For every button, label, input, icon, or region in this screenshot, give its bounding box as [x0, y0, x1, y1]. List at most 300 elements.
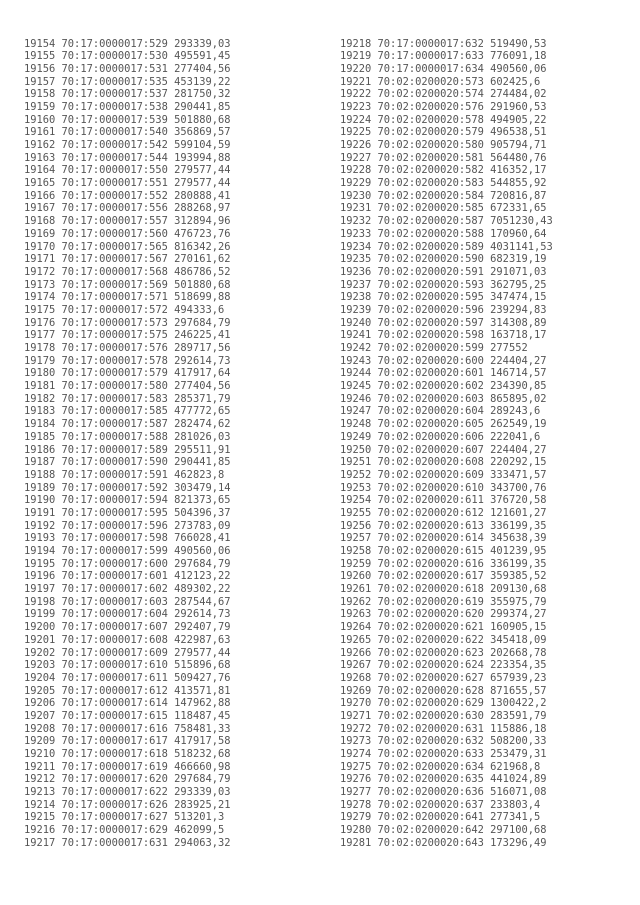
row-number: 19163	[24, 151, 56, 164]
cadastral-number: 70:17:0000017:537	[61, 88, 168, 101]
value: 283591,79	[490, 709, 547, 722]
cadastral-number: 70:02:0200020:614	[377, 532, 484, 545]
value: 544855,92	[490, 177, 547, 190]
row-number: 19169	[24, 227, 56, 240]
value: 297100,68	[490, 824, 547, 837]
cadastral-number: 70:17:0000017:580	[61, 380, 168, 393]
row-number: 19277	[340, 786, 372, 799]
value: 285371,79	[174, 392, 231, 405]
value: 290441,85	[174, 100, 231, 113]
row-number: 19259	[340, 557, 372, 570]
row-number: 19159	[24, 100, 56, 113]
row-number: 19254	[340, 494, 372, 507]
value: 462099,5	[174, 824, 225, 837]
cadastral-number: 70:02:0200020:600	[377, 354, 484, 367]
value: 295511,91	[174, 443, 231, 456]
cadastral-number: 70:17:0000017:529	[61, 37, 168, 50]
table-row	[24, 659, 230, 672]
table-row	[24, 837, 230, 850]
table-row	[340, 253, 553, 266]
table-row	[340, 558, 553, 571]
table-row	[24, 342, 230, 355]
cadastral-number: 70:17:0000017:594	[61, 494, 168, 507]
value: 476723,76	[174, 227, 231, 240]
cadastral-number: 70:02:0200020:613	[377, 519, 484, 532]
table-row	[340, 329, 553, 342]
row-number: 19233	[340, 227, 372, 240]
row-number: 19247	[340, 405, 372, 418]
table-row	[340, 570, 553, 583]
cadastral-number: 70:17:0000017:542	[61, 139, 168, 151]
cadastral-number: 70:02:0200020:642	[377, 824, 484, 837]
row-number: 19179	[24, 354, 56, 367]
table-row	[24, 596, 230, 609]
cadastral-number: 70:17:0000017:575	[61, 329, 168, 342]
cadastral-number: 70:02:0200020:632	[377, 735, 484, 748]
row-number: 19200	[24, 621, 56, 634]
value: 4031141,53	[490, 240, 553, 253]
cadastral-number: 70:17:0000017:557	[61, 215, 168, 228]
table-row	[340, 735, 553, 748]
table-row	[340, 786, 553, 799]
table-row	[24, 773, 230, 786]
cadastral-number: 70:17:0000017:609	[61, 646, 168, 659]
row-number: 19242	[340, 342, 372, 354]
row-number: 19281	[340, 836, 372, 849]
table-row	[24, 76, 230, 89]
table-row	[24, 380, 230, 393]
value: 495591,45	[174, 50, 231, 63]
cadastral-number: 70:17:0000017:619	[61, 760, 168, 773]
table-row	[340, 494, 553, 507]
table-row	[340, 139, 553, 152]
row-number: 19215	[24, 811, 56, 824]
table-row	[340, 380, 553, 393]
value: 513201,3	[174, 811, 225, 824]
table-row	[340, 38, 553, 51]
cadastral-number: 70:02:0200020:598	[377, 329, 484, 342]
cadastral-number: 70:17:0000017:567	[61, 253, 168, 266]
value: 292614,73	[174, 354, 231, 367]
table-row	[24, 799, 230, 812]
table-row	[340, 152, 553, 165]
row-number: 19272	[340, 722, 372, 735]
table-row	[24, 304, 230, 317]
cadastral-number: 70:17:0000017:576	[61, 342, 168, 354]
cadastral-number: 70:02:0200020:628	[377, 684, 484, 697]
cadastral-number: 70:17:0000017:587	[61, 418, 168, 431]
cadastral-number: 70:02:0200020:633	[377, 748, 484, 760]
cadastral-number: 70:02:0200020:604	[377, 405, 484, 418]
value: 163718,17	[490, 329, 547, 342]
value: 871655,57	[490, 684, 547, 697]
cadastral-number: 70:17:0000017:608	[61, 633, 168, 646]
cadastral-number: 70:17:0000017:571	[61, 291, 168, 304]
cadastral-number: 70:17:0000017:552	[61, 189, 168, 202]
value: 279577,44	[174, 646, 231, 659]
value: 289717,56	[174, 342, 231, 354]
row-number: 19230	[340, 189, 372, 202]
row-number: 19162	[24, 139, 56, 151]
cadastral-number: 70:02:0200020:631	[377, 722, 484, 735]
table-row	[340, 723, 553, 736]
table-row	[24, 545, 230, 558]
value: 239294,83	[490, 303, 547, 316]
table-row	[24, 647, 230, 660]
row-number: 19258	[340, 545, 372, 557]
value: 160905,15	[490, 621, 547, 634]
table-row	[24, 431, 230, 444]
value: 283925,21	[174, 798, 231, 811]
table-row	[340, 520, 553, 533]
row-number: 19182	[24, 392, 56, 405]
value: 347474,15	[490, 291, 547, 304]
row-number: 19198	[24, 595, 56, 608]
row-number: 19267	[340, 659, 372, 672]
cadastral-number: 70:02:0200020:641	[377, 811, 484, 824]
value: 412123,22	[174, 570, 231, 583]
value: 297684,79	[174, 773, 231, 786]
row-number: 19224	[340, 113, 372, 126]
table-row	[24, 279, 230, 292]
table-row	[340, 811, 553, 824]
row-number: 19167	[24, 202, 56, 215]
cadastral-number: 70:02:0200020:630	[377, 709, 484, 722]
value: 355975,79	[490, 595, 547, 608]
row-number: 19234	[340, 240, 372, 253]
table-row	[24, 355, 230, 368]
row-number: 19211	[24, 760, 56, 773]
cadastral-number: 70:02:0200020:583	[377, 177, 484, 190]
value: 209130,68	[490, 583, 547, 596]
value: 233803,4	[490, 798, 541, 811]
cadastral-number: 70:17:0000017:611	[61, 671, 168, 684]
row-number: 19197	[24, 583, 56, 596]
row-number: 19187	[24, 456, 56, 469]
cadastral-number: 70:02:0200020:619	[377, 595, 484, 608]
table-row	[340, 621, 553, 634]
table-row	[24, 88, 230, 101]
value: 359385,52	[490, 570, 547, 583]
cadastral-number: 70:17:0000017:550	[61, 164, 168, 177]
cadastral-number: 70:02:0200020:596	[377, 303, 484, 316]
cadastral-number: 70:02:0200020:618	[377, 583, 484, 596]
row-number: 19157	[24, 75, 56, 88]
row-number: 19241	[340, 329, 372, 342]
value: 489302,22	[174, 583, 231, 596]
row-number: 19209	[24, 735, 56, 748]
table-row	[340, 342, 553, 355]
table-row	[340, 444, 553, 457]
cadastral-number: 70:02:0200020:591	[377, 265, 484, 278]
row-number: 19177	[24, 329, 56, 342]
right-column	[340, 38, 553, 850]
row-number: 19225	[340, 126, 372, 139]
value: 416352,17	[490, 164, 547, 177]
row-number: 19266	[340, 646, 372, 659]
cadastral-number: 70:17:0000017:596	[61, 519, 168, 532]
cadastral-number: 70:17:0000017:530	[61, 50, 168, 63]
row-number: 19270	[340, 697, 372, 710]
value: 7051230,43	[490, 215, 553, 228]
table-row	[24, 101, 230, 114]
table-row	[24, 139, 230, 152]
left-column	[24, 38, 230, 850]
cadastral-number: 70:02:0200020:616	[377, 557, 484, 570]
value: 312894,96	[174, 215, 231, 228]
row-number: 19275	[340, 760, 372, 773]
row-number: 19223	[340, 100, 372, 113]
cadastral-number: 70:17:0000017:598	[61, 532, 168, 545]
row-number: 19226	[340, 139, 372, 151]
row-number: 19255	[340, 506, 372, 519]
table-row	[24, 367, 230, 380]
cadastral-number: 70:17:0000017:589	[61, 443, 168, 456]
value: 422987,63	[174, 633, 231, 646]
table-row	[24, 532, 230, 545]
value: 336199,35	[490, 557, 547, 570]
value: 356869,57	[174, 126, 231, 139]
table-row	[340, 88, 553, 101]
cadastral-number: 70:02:0200020:601	[377, 367, 484, 380]
table-row	[24, 482, 230, 495]
table-row	[340, 418, 553, 431]
cadastral-number: 70:17:0000017:591	[61, 468, 168, 481]
cadastral-number: 70:17:0000017:633	[377, 50, 484, 63]
row-number: 19273	[340, 735, 372, 748]
table-row	[24, 634, 230, 647]
cadastral-number: 70:17:0000017:602	[61, 583, 168, 596]
row-number: 19191	[24, 506, 56, 519]
cadastral-number: 70:17:0000017:569	[61, 278, 168, 291]
value: 297684,79	[174, 557, 231, 570]
row-number: 19245	[340, 380, 372, 393]
value: 602425,6	[490, 75, 541, 88]
value: 343700,76	[490, 481, 547, 494]
cadastral-number: 70:02:0200020:620	[377, 608, 484, 621]
cadastral-number: 70:02:0200020:629	[377, 697, 484, 710]
value: 509427,76	[174, 671, 231, 684]
cadastral-number: 70:17:0000017:531	[61, 62, 168, 75]
table-row	[340, 431, 553, 444]
table-row	[24, 786, 230, 799]
table-row	[24, 456, 230, 469]
table-row	[24, 38, 230, 51]
table-row	[24, 697, 230, 710]
cadastral-number: 70:02:0200020:603	[377, 392, 484, 405]
table-row	[24, 520, 230, 533]
table-row	[24, 748, 230, 761]
table-row	[340, 266, 553, 279]
row-number: 19192	[24, 519, 56, 532]
cadastral-number: 70:17:0000017:603	[61, 595, 168, 608]
value: 376720,58	[490, 494, 547, 507]
cadastral-number: 70:17:0000017:579	[61, 367, 168, 380]
table-row	[340, 773, 553, 786]
row-number: 19240	[340, 316, 372, 329]
row-number: 19253	[340, 481, 372, 494]
value: 274484,02	[490, 88, 547, 101]
value: 599104,59	[174, 139, 231, 151]
value: 682319,19	[490, 253, 547, 266]
table-row	[24, 253, 230, 266]
table-row	[24, 241, 230, 254]
table-row	[340, 456, 553, 469]
row-number: 19260	[340, 570, 372, 583]
table-row	[340, 748, 553, 761]
table-row	[340, 837, 553, 850]
table-row	[340, 469, 553, 482]
cadastral-number: 70:17:0000017:620	[61, 773, 168, 786]
cadastral-number: 70:17:0000017:588	[61, 430, 168, 443]
table-row	[340, 76, 553, 89]
value: 290441,85	[174, 456, 231, 469]
row-number: 19207	[24, 709, 56, 722]
table-row	[340, 228, 553, 241]
table-row	[340, 177, 553, 190]
cadastral-number: 70:02:0200020:637	[377, 798, 484, 811]
row-number: 19164	[24, 164, 56, 177]
row-number: 19193	[24, 532, 56, 545]
row-number: 19217	[24, 836, 56, 849]
row-number: 19261	[340, 583, 372, 596]
table-row	[24, 811, 230, 824]
table-row	[24, 723, 230, 736]
cadastral-number: 70:17:0000017:617	[61, 735, 168, 748]
row-number: 19170	[24, 240, 56, 253]
cadastral-number: 70:02:0200020:643	[377, 836, 484, 849]
cadastral-number: 70:02:0200020:608	[377, 456, 484, 469]
value: 362795,25	[490, 278, 547, 291]
cadastral-number: 70:17:0000017:612	[61, 684, 168, 697]
row-number: 19220	[340, 62, 372, 75]
table-row	[24, 329, 230, 342]
value: 293339,03	[174, 37, 231, 50]
cadastral-number: 70:02:0200020:599	[377, 342, 484, 354]
row-number: 19188	[24, 468, 56, 481]
cadastral-number: 70:17:0000017:573	[61, 316, 168, 329]
row-number: 19195	[24, 557, 56, 570]
value: 277404,56	[174, 380, 231, 393]
row-number: 19236	[340, 265, 372, 278]
table-row	[340, 634, 553, 647]
value: 253479,31	[490, 748, 547, 760]
value: 477772,65	[174, 405, 231, 418]
row-number: 19202	[24, 646, 56, 659]
row-number: 19175	[24, 303, 56, 316]
row-number: 19155	[24, 50, 56, 63]
table-row	[340, 697, 553, 710]
row-number: 19199	[24, 608, 56, 621]
value: 273783,09	[174, 519, 231, 532]
table-row	[340, 190, 553, 203]
value: 466660,98	[174, 760, 231, 773]
cadastral-number: 70:17:0000017:551	[61, 177, 168, 190]
value: 515896,68	[174, 659, 231, 672]
value: 303479,14	[174, 481, 231, 494]
value: 564480,76	[490, 151, 547, 164]
table-row	[24, 418, 230, 431]
cadastral-number: 70:17:0000017:540	[61, 126, 168, 139]
row-number: 19181	[24, 380, 56, 393]
table-row	[24, 583, 230, 596]
value: 287544,67	[174, 595, 231, 608]
cadastral-number: 70:02:0200020:624	[377, 659, 484, 672]
cadastral-number: 70:17:0000017:631	[61, 836, 168, 849]
row-number: 19250	[340, 443, 372, 456]
table-row	[24, 202, 230, 215]
row-number: 19252	[340, 468, 372, 481]
value: 816342,26	[174, 240, 231, 253]
cadastral-number: 70:02:0200020:587	[377, 215, 484, 228]
table-row	[24, 291, 230, 304]
cadastral-number: 70:17:0000017:590	[61, 456, 168, 469]
table-row	[24, 177, 230, 190]
row-number: 19244	[340, 367, 372, 380]
row-number: 19269	[340, 684, 372, 697]
value: 146714,57	[490, 367, 547, 380]
cadastral-number: 70:02:0200020:581	[377, 151, 484, 164]
row-number: 19214	[24, 798, 56, 811]
value: 413571,81	[174, 684, 231, 697]
row-number: 19256	[340, 519, 372, 532]
table-row	[340, 367, 553, 380]
cadastral-number: 70:17:0000017:627	[61, 811, 168, 824]
row-number: 19235	[340, 253, 372, 266]
row-number: 19180	[24, 367, 56, 380]
cadastral-number: 70:17:0000017:601	[61, 570, 168, 583]
row-number: 19168	[24, 215, 56, 228]
table-row	[24, 608, 230, 621]
cadastral-number: 70:02:0200020:622	[377, 633, 484, 646]
row-number: 19205	[24, 684, 56, 697]
value: 115886,18	[490, 722, 547, 735]
value: 345638,39	[490, 532, 547, 545]
table-row	[340, 685, 553, 698]
value: 657939,23	[490, 671, 547, 684]
row-number: 19210	[24, 748, 56, 760]
cadastral-number: 70:02:0200020:590	[377, 253, 484, 266]
table-row	[24, 405, 230, 418]
value: 490560,06	[490, 62, 547, 75]
row-number: 19206	[24, 697, 56, 710]
value: 118487,45	[174, 709, 231, 722]
table-row	[24, 164, 230, 177]
cadastral-number: 70:17:0000017:626	[61, 798, 168, 811]
row-number: 19185	[24, 430, 56, 443]
row-number: 19213	[24, 786, 56, 799]
cadastral-number: 70:17:0000017:544	[61, 151, 168, 164]
value: 297684,79	[174, 316, 231, 329]
row-number: 19276	[340, 773, 372, 786]
row-number: 19183	[24, 405, 56, 418]
row-number: 19178	[24, 342, 56, 354]
value: 299374,27	[490, 608, 547, 621]
value: 173296,49	[490, 836, 547, 849]
table-row	[340, 507, 553, 520]
table-row	[340, 241, 553, 254]
cadastral-number: 70:02:0200020:595	[377, 291, 484, 304]
value: 441024,89	[490, 773, 547, 786]
cadastral-number: 70:02:0200020:607	[377, 443, 484, 456]
cadastral-number: 70:17:0000017:538	[61, 100, 168, 113]
row-number: 19228	[340, 164, 372, 177]
table-row	[24, 317, 230, 330]
table-row	[24, 672, 230, 685]
table-row	[24, 494, 230, 507]
table-row	[340, 545, 553, 558]
value: 234390,85	[490, 380, 547, 393]
